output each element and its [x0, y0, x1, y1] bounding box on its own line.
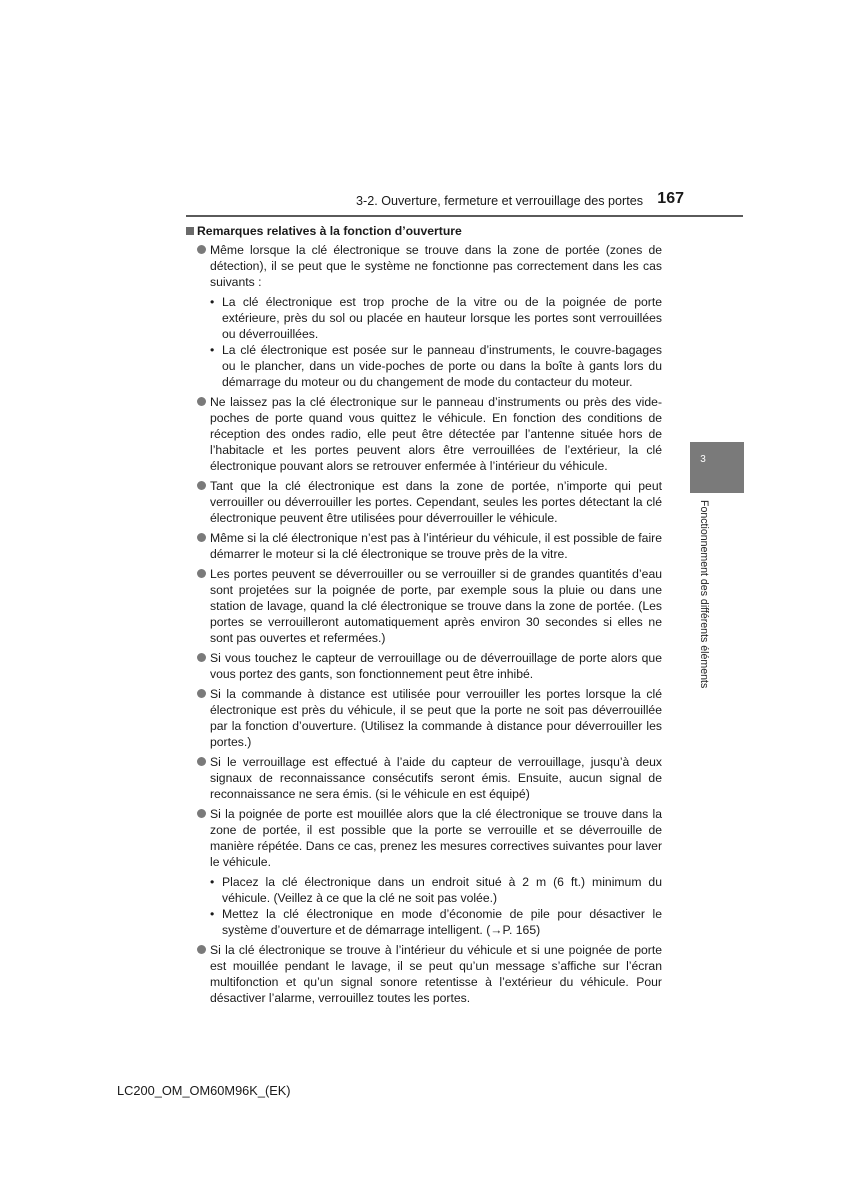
section-header-title: 3-2. Ouverture, fermeture et verrouillage des portes — [356, 194, 643, 208]
circle-bullet-icon — [197, 245, 206, 254]
list-item — [210, 754, 662, 802]
list-item-text: Même lorsque la clé électronique se trouve dans la zone de portée (zones de détection), il se peut que le système ne fonctionne pas correctement dans les cas suivants : — [210, 243, 662, 289]
list-item — [210, 806, 662, 938]
list-item — [210, 242, 662, 390]
sub-list-item — [210, 906, 662, 938]
list-item — [210, 650, 662, 682]
circle-bullet-icon — [197, 533, 206, 542]
list-item-text: Même si la clé électronique n’est pas à l’intérieur du véhicule, il est possible de faire démarrer le moteur si la clé électronique se trouve près de la vitre. — [210, 531, 662, 561]
sub-bullet-mark: • — [210, 343, 215, 357]
chapter-label: Fonctionnement des différents éléments — [698, 500, 710, 689]
list-item — [210, 942, 662, 1006]
sub-list-item-text: Placez la clé électronique dans un endroit situé à 2 m (6 ft.) minimum du véhicule. (Veillez à ce que la clé ne soit pas volée.) — [222, 875, 662, 905]
list-item-text: Ne laissez pas la clé électronique sur le panneau d’instruments ou près des vide-poches de porte quand vous quittez le véhicule. En fonction des conditions de réception des ondes radio, elle peut être détectée par l’antenne située hors de l’habitacle et les portes peuvent alors être verrouillées de l’extérieur, la clé électronique pouvant alors se retrouver enfermée à l’intérieur du véhicule. — [210, 395, 662, 473]
list-item-text: Tant que la clé électronique est dans la zone de portée, n’importe qui peut verrouiller ou déverrouiller les portes. Cependant, seules les portes détectant la clé électronique peuvent être utilisées pour déverrouiller le véhicule. — [210, 479, 662, 525]
sub-list-item — [210, 342, 662, 390]
list-item-text: Si la poignée de porte est mouillée alors que la clé électronique se trouve dans la zone de portée, il est possible que la porte se verrouille et se déverrouille de manière répétée. Dans ce cas, prenez les mesures correctives suivantes pour laver le véhicule. — [210, 807, 662, 869]
page-number: 167 — [657, 190, 684, 207]
list-item-text: Si vous touchez le capteur de verrouillage ou de déverrouillage de porte alors que vous portez des gants, son fonctionnement peut être inhibé. — [210, 651, 662, 681]
sub-list-item — [210, 294, 662, 342]
document-code: LC200_OM_OM60M96K_(EK) — [117, 1083, 291, 1098]
chapter-tab — [690, 442, 744, 493]
list-item — [210, 394, 662, 474]
circle-bullet-icon — [197, 757, 206, 766]
circle-bullet-icon — [197, 481, 206, 490]
section-heading-text: Remarques relatives à la fonction d’ouverture — [197, 224, 462, 238]
section-heading — [186, 223, 662, 239]
circle-bullet-icon — [197, 653, 206, 662]
header-divider — [186, 215, 743, 217]
list-item-text: Si la clé électronique se trouve à l’intérieur du véhicule et si une poignée de porte est mouillée pendant le lavage, il se peut qu’un message s’affiche sur l’écran multifonction et qu’un signal sonore retentisse à l’extérieur du véhicule. Pour désactiver l’alarme, verrouillez toutes les portes. — [210, 943, 662, 1005]
list-item — [210, 478, 662, 526]
chapter-number: 3 — [700, 454, 706, 465]
circle-bullet-icon — [197, 809, 206, 818]
sub-list-item-text: Mettez la clé électronique en mode d’économie de pile pour désactiver le système d’ouverture et de démarrage intelligent. (→P. 165) — [222, 907, 662, 937]
circle-bullet-icon — [197, 569, 206, 578]
sub-list-item-text: La clé électronique est trop proche de la vitre ou de la poignée de porte extérieure, près du sol ou placée en hauteur lorsque les portes sont verrouillées ou déverrouillées. — [222, 295, 662, 341]
section-content — [186, 223, 662, 1010]
list-item — [210, 566, 662, 646]
circle-bullet-icon — [197, 689, 206, 698]
sub-bullet-mark: • — [210, 295, 215, 309]
list-item — [210, 530, 662, 562]
list-item-text: Les portes peuvent se déverrouiller ou se verrouiller si de grandes quantités d’eau sont projetées sur la poignée de porte, par exemple sous la pluie ou dans une station de lavage, quand la clé électronique se trouve dans la zone de portée. (Les portes se verrouilleront automatiquement après environ 30 secondes si elles ne sont pas ouvertes et refermées.) — [210, 567, 662, 645]
sub-bullet-mark: • — [210, 875, 215, 889]
sub-list — [210, 874, 662, 938]
sub-list-item — [210, 874, 662, 906]
list-item-text: Si le verrouillage est effectué à l’aide du capteur de verrouillage, jusqu’à deux signaux de reconnaissance consécutifs seront émis. Ensuite, aucun signal de reconnaissance ne sera émis. (si le véhicule en est équipé) — [210, 755, 662, 801]
sub-list — [210, 294, 662, 390]
sub-list-item-text: La clé électronique est posée sur le panneau d’instruments, le couvre-bagages ou le plancher, dans un vide-poches de porte ou dans la boîte à gants lors du démarrage du moteur ou du changement de mode du contacteur du moteur. — [222, 343, 662, 389]
sub-bullet-mark: • — [210, 907, 215, 921]
circle-bullet-icon — [197, 945, 206, 954]
circle-bullet-icon — [197, 397, 206, 406]
square-bullet-icon — [186, 227, 194, 235]
list-item — [210, 686, 662, 750]
list-item-text: Si la commande à distance est utilisée pour verrouiller les portes lorsque la clé électronique est près du véhicule, il se peut que la porte ne soit pas déverrouillée par la fonction d’ouverture. (Utilisez la commande à distance pour déverrouiller les portes.) — [210, 687, 662, 749]
